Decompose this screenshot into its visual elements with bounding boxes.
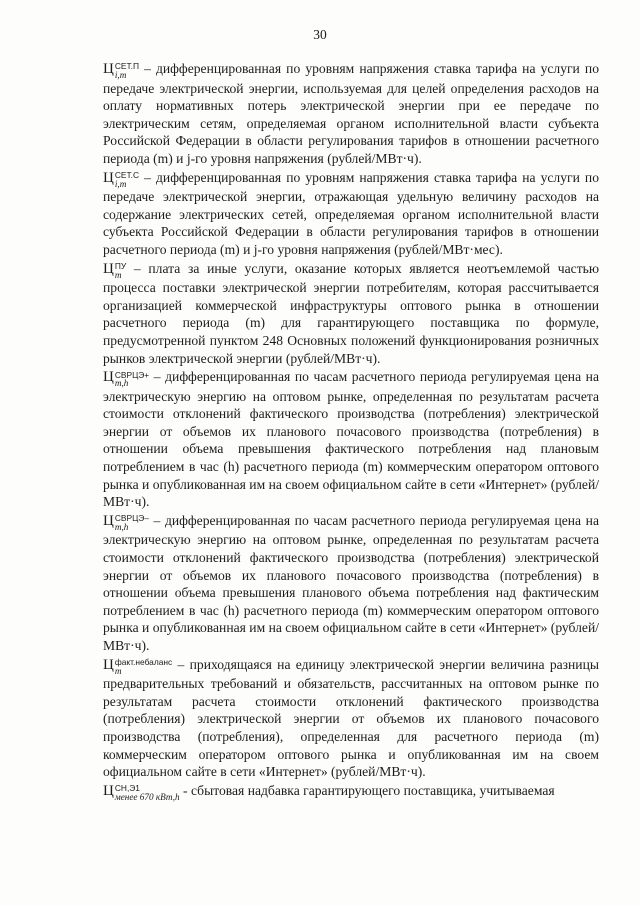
tariff-symbol: Ц СЕТ.С i,m <box>103 169 140 189</box>
tariff-symbol: Ц СН,Э1 менее 670 кВт,h <box>103 782 180 802</box>
definition-text: – дифференцированная по уровням напряжения ставка тарифа на услуги по передаче электрической энергии, используемая для целей определения расходов на оплату нормативных потерь электрической энергии при ее передаче по электрическим сетям, определяемая органом исполнительной власти субъекта Российской Федерации в области регулирования тарифов в отношении расчетного периода (m) и j-го уровня напряжения (рублей/МВт·ч). <box>103 61 599 166</box>
definition-text: – плата за иные услуги, оказание которых является неотъемлемой частью процесса поставки электрической энергии потребителям, которая рассчитывается организацией коммерческой инфраструктуры оптового рынка в отношении расчетного периода (m) для гарантирующего поставщика по формуле, предусмотренной пунктом 248 Основных положений функционирования розничных рынков электрической энергии (рублей/МВт·ч). <box>103 260 599 366</box>
page-number: 30 <box>313 27 327 42</box>
document-body <box>103 60 599 801</box>
tariff-symbol: Ц СЕТ.П i,m <box>103 61 140 80</box>
definition-paragraph <box>103 169 599 259</box>
definition-paragraph <box>103 260 599 368</box>
definition-paragraph <box>103 368 599 511</box>
definition-text: – дифференцированная по часам расчетного периода регулируемая цена на электрическую энергию на оптовом рынке, определенная по результатам расчета стоимости отклонений фактического производства (потребления) электрической энергии от объемов их планового почасового производства (потребления) в отношении объема превышения планового объема потребления над фактическим потреблением в час (h) расчетного периода (m) коммерческим оператором оптового рынка и опубликованная им на своем официальном сайте в сети «Интернет» (рублей/МВт·ч). <box>103 512 599 653</box>
tariff-symbol: Ц факт.небаланс m <box>103 656 173 676</box>
definition-text: – дифференцированная по уровням напряжения ставка тарифа на услуги по передаче электрической энергии, отражающая удельную величину расходов на содержание электрических сетей, определяемая органом исполнительной власти субъекта Российской Федерации в области регулирования тарифов в отношении расчетного периода (m) и j-го уровня напряжения (рублей/МВт·мес). <box>103 169 599 257</box>
definition-text: - сбытовая надбавка гарантирующего поставщика, учитываемая <box>179 782 555 798</box>
definition-text: – приходящаяся на единицу электрической энергии величина разницы предварительных требований и обязательств, рассчитанных на оптовом рынке по результатам расчета стоимости отклонений фактического производства (потребления) электрической энергии от объемов их планового почасового производства (потребления), определенная для расчетного периода (m) коммерческим оператором оптового рынка и опубликованная им на своем официальном сайте в сети «Интернет» (рублей/МВт·ч). <box>103 656 599 780</box>
definition-paragraph <box>103 60 599 168</box>
definition-text: – дифференцированная по часам расчетного периода регулируемая цена на электрическую энергию на оптовом рынке, определенная по результатам расчета стоимости отклонений фактического производства (потребления) электрической энергии от объемов их планового почасового производства (потребления) в отношении объема превышения фактического потребления над плановым потреблением в час (h) расчетного периода (m) коммерческим оператором оптового рынка и опубликованная им на своем официальном сайте в сети «Интернет» (рублей/МВт·ч). <box>103 369 599 510</box>
tariff-symbol: Ц СВРЦЭ– m,h <box>103 512 149 532</box>
definition-paragraph <box>103 656 599 781</box>
tariff-symbol: Ц ПУ m <box>103 260 127 280</box>
definition-paragraph <box>103 782 599 802</box>
tariff-symbol: Ц СВРЦЭ+ m,h <box>103 369 150 389</box>
definition-paragraph <box>103 512 599 655</box>
